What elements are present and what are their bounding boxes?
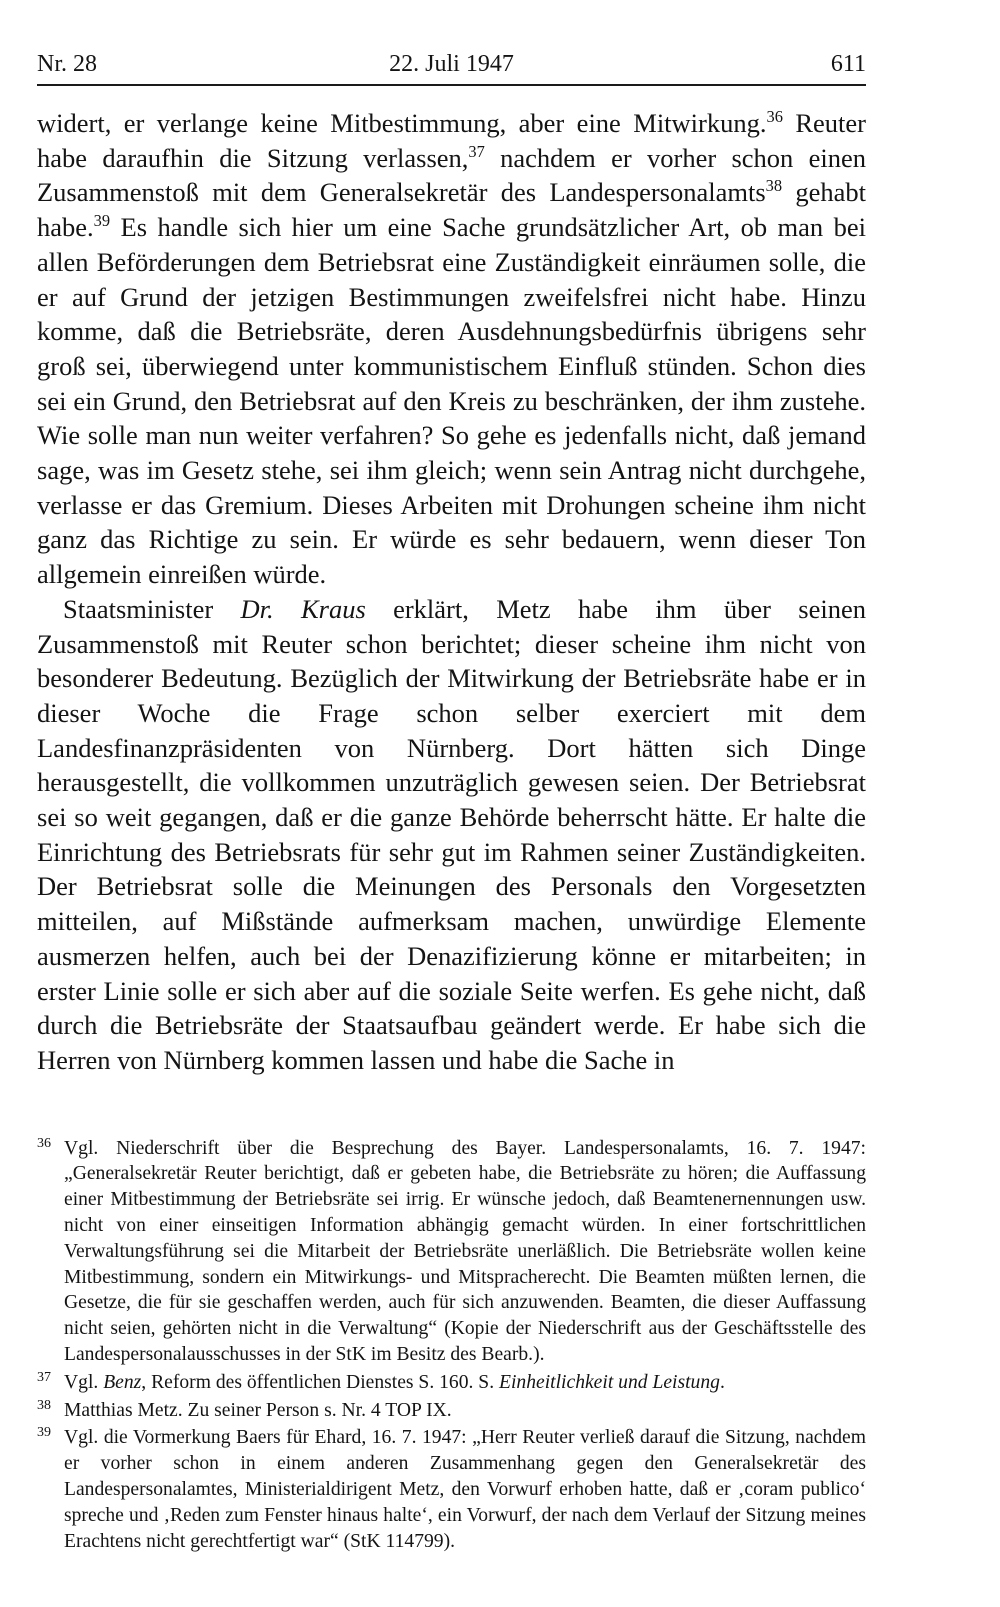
issue-number: Nr. 28 — [37, 51, 97, 77]
footnote-number: 36 — [37, 1135, 51, 1151]
footnote-author: Benz — [103, 1371, 142, 1393]
footnote-ref-36[interactable]: 36 — [766, 107, 783, 127]
footnote-ref-39[interactable]: 39 — [93, 211, 111, 231]
footnote-ref-38[interactable]: 38 — [765, 176, 783, 196]
document-page — [37, 48, 866, 1556]
footnote-39 — [37, 1425, 866, 1554]
text-run: widert, er verlange keine Mitbestimmung, aber eine Mitwirkung. — [37, 108, 767, 138]
footnote-text: Matthias Metz. Zu seiner Person s. Nr. 4 TOP IX. — [64, 1399, 452, 1421]
footnote-text: . — [719, 1371, 725, 1393]
body-text — [37, 106, 866, 1078]
text-run: erklärt, Metz habe ihm über seinen Zusammenstoß mit Reuter schon berichtet; dieser scheine ihm nicht von besonderer Bedeutung. Bezüglich der Mitwirkung der Betriebsräte habe er in dieser Woche die Frage schon selber exerciert mit dem Landesfinanzpräsidenten von Nürnberg. Dort hätten sich Dinge herausgestellt, die vollkommen unzuträglich gewesen seien. Der Betriebsrat sei so weit gegangen, daß er die ganze Behörde beherrscht hätte. Er halte die Einrichtung des Betriebsrats für sehr gut im Rahmen seiner Zuständigkeiten. Der Betriebsrat solle die Meinungen des Personals den Vorgesetzten mitteilen, auf Mißstände aufmerksam machen, unwürdige Elemente ausmerzen helfen, auch bei der Denazifizierung könne er mitarbeiten; in erster Linie solle er sich aber auf die soziale Seite werfen. Es gehe nicht, daß durch die Betriebsräte der Staatsaufbau geändert werde. Er habe sich die Herren von Nürnberg kommen lassen und habe die Sache in — [37, 593, 866, 1075]
footnote-text: , Reform des öffentlichen Dienstes S. 160. S. — [141, 1371, 500, 1393]
footnotes — [37, 1136, 866, 1555]
footnote-number: 38 — [37, 1397, 51, 1413]
footnote-ref-37[interactable]: 37 — [468, 141, 485, 161]
footnote-38 — [37, 1398, 866, 1424]
running-head — [37, 48, 866, 86]
footnote-text: Vgl. — [64, 1371, 104, 1393]
speaker-name: Dr. Kraus — [240, 593, 366, 624]
footnote-text: Vgl. die Vormerkung Baers für Ehard, 16. 7. 1947: „Herr Reuter verließ darauf die Sitzung, nachdem er vorher schon in einem anderen Zusammenhang gegen den Generalsekretär des Landespersonalamtes, Ministerialdirigent Metz, den Vorwurf erhoben hatte, daß er ‚coram publico‘ spreche und ‚Reden zum Fenster hinaus halte‘, ein Vorwurf, der nach dem Verlauf der Sitzung meines Erachtens nicht gerechtfertigt war“ (StK 114799). — [64, 1427, 866, 1552]
text-run: gehabt habe. — [37, 177, 867, 243]
text-run: Reuter habe daraufhin die Sitzung verlassen, — [37, 108, 866, 173]
page-number: 611 — [830, 51, 866, 77]
paragraph-1 — [37, 106, 866, 592]
issue-date: 22. Juli 1947 — [389, 51, 514, 77]
paragraph-2 — [37, 592, 866, 1078]
footnote-title: Einheitlichkeit und Leistung — [499, 1371, 720, 1393]
footnote-number: 39 — [37, 1425, 51, 1441]
footnote-37 — [37, 1370, 866, 1396]
text-run: Staatsminister — [63, 593, 241, 624]
footnote-text: Vgl. Niederschrift über die Besprechung des Bayer. Landespersonalamts, 16. 7. 1947: „Generalsekretär Reuter berichtigt, daß er gebeten habe, die Betriebsräte zu hören; die Auffassung einer Mitbestimmung der Betriebsräte sei irrig. Er wünsche jedoch, daß Beamtenernennungen usw. nicht von einer einseitigen Information abhängig gemacht würden. In einer fortschrittlichen Verwaltungsführung sei die Mitarbeit der Betriebsräte unerläßlich. Die Betriebsräte wollen keine Mitbestimmung, sondern ein Mitwirkungs- und Mitspracherecht. Die Beamten müßten lernen, die Gesetze, die für sie geschaffen werden, auch für sich anzuwenden. Beamten, die dieser Auffassung nicht seien, gehörten nicht in die Verwaltung“ (Kopie der Niederschrift aus der Geschäftsstelle des Landespersonalausschusses in der StK im Besitz des Bearb.). — [64, 1137, 866, 1366]
text-run: nachdem er vorher schon einen Zusammenstoß mit dem Generalsekretär des Landespersonalamts — [37, 142, 866, 208]
text-run: Es handle sich hier um eine Sache grundsätzlicher Art, ob man bei allen Beförderungen dem Betriebsrat eine Zuständigkeit einräumen solle, die er auf Grund der jetzigen Bestimmungen zweifelsfrei nicht habe. Hinzu komme, daß die Betriebsräte, deren Ausdehnungsbedürfnis übrigens sehr groß sei, überwiegend unter kommunistischem Einfluß stünden. Schon dies sei ein Grund, den Betriebsrat auf den Kreis zu beschränken, der ihm zustehe. Wie solle man nun weiter verfahren? So gehe es jedenfalls nicht, daß jemand sage, was im Gesetz stehe, sei ihm gleich; wenn sein Antrag nicht durchgehe, verlasse er das Gremium. Dieses Arbeiten mit Drohungen scheine ihm nicht ganz das Richtige zu sein. Er würde es sehr bedauern, wenn dieser Ton allgemein einreißen würde. — [37, 212, 866, 590]
footnote-number: 37 — [37, 1369, 51, 1385]
footnote-36 — [37, 1136, 866, 1368]
